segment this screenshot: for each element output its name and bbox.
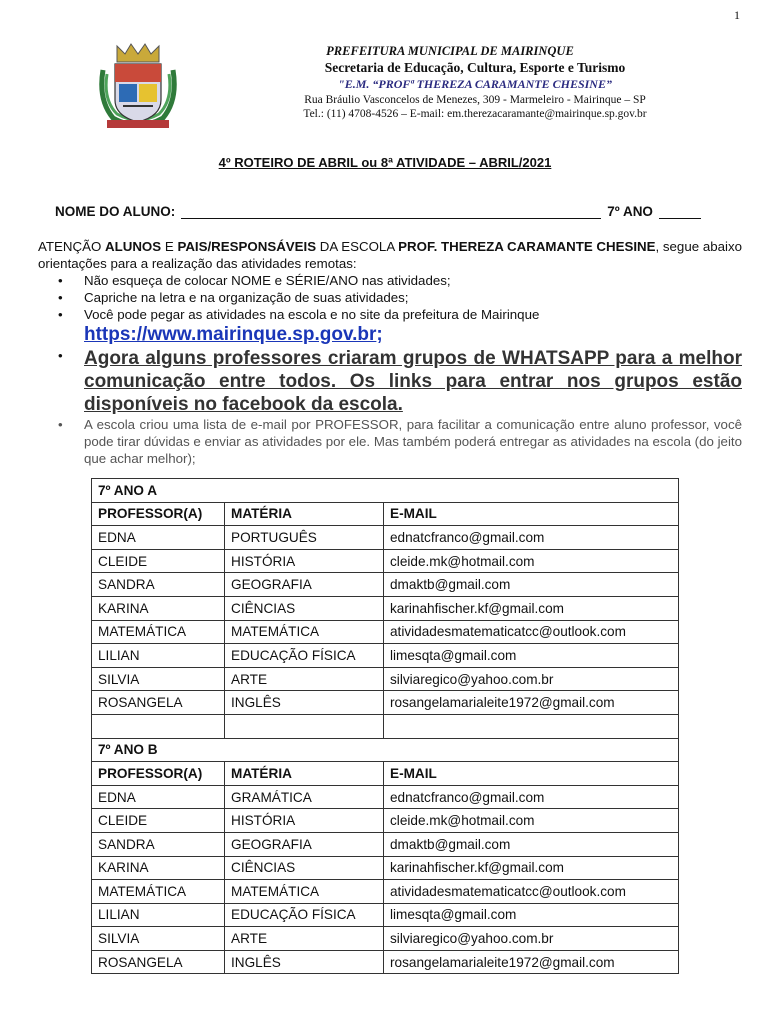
teacher-cell: ROSANGELA [92, 691, 225, 715]
list-item [38, 347, 742, 416]
intro-text-3: DA ESCOLA [316, 239, 399, 254]
table-row [92, 880, 679, 904]
teacher-cell: EDNA [92, 526, 225, 550]
whatsapp-notice: Agora alguns professores criaram grupos de WHATSAPP para a melhor comunicação entre todos. Os links para entrar nos grupos estão disponíveis no facebook da escola. [84, 348, 742, 415]
teacher-cell: MATEMÁTICA [92, 620, 225, 644]
intro-pais: PAIS/RESPONSÁVEIS [177, 239, 317, 254]
empty-cell [225, 714, 384, 738]
intro-text-4: , segue abaixo orientações para a realização das atividades remotas: [38, 239, 743, 271]
email-cell[interactable]: cleide.mk@hotmail.com [384, 809, 679, 833]
table-row [92, 667, 679, 691]
table-row [92, 785, 679, 809]
column-header: E-MAIL [384, 502, 679, 526]
table-row [92, 691, 679, 715]
instructions-list [38, 272, 742, 467]
subject-cell: INGLÊS [225, 691, 384, 715]
list-item [38, 272, 742, 289]
subject-cell: PORTUGUÊS [225, 526, 384, 550]
email-cell[interactable]: rosangelamarialeite1972@gmail.com [384, 950, 679, 974]
subject-cell: MATEMÁTICA [225, 880, 384, 904]
subject-cell: GEOGRAFIA [225, 832, 384, 856]
subject-cell: CIÊNCIAS [225, 856, 384, 880]
subject-cell: ARTE [225, 667, 384, 691]
student-name-row [55, 204, 725, 219]
subject-cell: EDUCAÇÃO FÍSICA [225, 903, 384, 927]
email-cell[interactable]: atividadesmatematicatcc@outlook.com [384, 620, 679, 644]
table-row [92, 620, 679, 644]
email-cell[interactable]: cleide.mk@hotmail.com [384, 549, 679, 573]
email-cell[interactable]: karinahfischer.kf@gmail.com [384, 856, 679, 880]
email-cell[interactable]: silviaregico@yahoo.com.br [384, 927, 679, 951]
email-cell[interactable]: ednatcfranco@gmail.com [384, 526, 679, 550]
column-header: E-MAIL [384, 762, 679, 786]
email-cell[interactable]: atividadesmatematicatcc@outlook.com [384, 880, 679, 904]
bullet-text: Não esqueça de colocar NOME e SÉRIE/ANO nas atividades; [84, 273, 451, 288]
teachers-table-7a [91, 478, 679, 974]
email-cell[interactable]: dmaktb@gmail.com [384, 832, 679, 856]
subject-cell: GEOGRAFIA [225, 573, 384, 597]
table-row [92, 596, 679, 620]
bullet-text: Você pode pegar as atividades na escola e no site da prefeitura de Mairinque [84, 307, 540, 322]
empty-cell [92, 714, 225, 738]
school-contact: Tel.: (11) 4708-4526 – E-mail: em.therezacaramante@mairinque.sp.gov.br [303, 108, 647, 120]
subject-cell: INGLÊS [225, 950, 384, 974]
column-header: MATÉRIA [225, 502, 384, 526]
teacher-cell: SILVIA [92, 927, 225, 951]
subject-cell: CIÊNCIAS [225, 596, 384, 620]
table-row [92, 903, 679, 927]
secretariat-name: Secretaria de Educação, Cultura, Esporte e Turismo [324, 60, 626, 75]
subject-cell: EDUCAÇÃO FÍSICA [225, 644, 384, 668]
teacher-cell: SILVIA [92, 667, 225, 691]
table-row [92, 950, 679, 974]
teacher-cell: KARINA [92, 856, 225, 880]
empty-cell [384, 714, 679, 738]
teacher-cell: KARINA [92, 596, 225, 620]
intro-alunos: ALUNOS [105, 239, 162, 254]
teacher-cell: ROSANGELA [92, 950, 225, 974]
school-header [270, 44, 680, 120]
student-name-label: NOME DO ALUNO: [55, 204, 176, 219]
municipal-seal-icon [93, 40, 183, 132]
subject-cell: MATEMÁTICA [225, 620, 384, 644]
link-end: ; [376, 324, 383, 345]
teacher-cell: SANDRA [92, 832, 225, 856]
school-name: "E.M. “PROFª THEREZA CARAMANTE CHESINE” [338, 77, 612, 91]
table-row [92, 856, 679, 880]
email-cell[interactable]: limesqta@gmail.com [384, 903, 679, 927]
column-header: MATÉRIA [225, 762, 384, 786]
table-row [92, 809, 679, 833]
subject-cell: HISTÓRIA [225, 549, 384, 573]
prefecture-site-link[interactable]: https://www.mairinque.sp.gov.br [84, 324, 377, 345]
email-cell[interactable]: silviaregico@yahoo.com.br [384, 667, 679, 691]
bullet-text: Capriche na letra e na organização de suas atividades; [84, 290, 409, 305]
teacher-cell: SANDRA [92, 573, 225, 597]
intro-paragraph [38, 238, 742, 272]
list-item [38, 289, 742, 306]
list-item [38, 306, 742, 347]
email-cell[interactable]: karinahfischer.kf@gmail.com [384, 596, 679, 620]
school-address: Rua Bráulio Vasconcelos de Menezes, 309 - Marmeleiro - Mairinque – SP [304, 94, 646, 106]
email-cell[interactable]: ednatcfranco@gmail.com [384, 785, 679, 809]
teacher-cell: LILIAN [92, 903, 225, 927]
teacher-cell: CLEIDE [92, 809, 225, 833]
prefecture-name: PREFEITURA MUNICIPAL DE MAIRINQUE [326, 44, 574, 58]
table-row [92, 832, 679, 856]
table-row [92, 644, 679, 668]
email-cell[interactable]: limesqta@gmail.com [384, 644, 679, 668]
student-name-blank [181, 218, 601, 219]
subject-cell: HISTÓRIA [225, 809, 384, 833]
teacher-cell: CLEIDE [92, 549, 225, 573]
grade-label: 7º ANO [607, 204, 653, 219]
list-item [38, 416, 742, 467]
column-header: PROFESSOR(A) [92, 762, 225, 786]
email-cell[interactable]: dmaktb@gmail.com [384, 573, 679, 597]
grade-blank [659, 218, 701, 219]
intro-school: PROF. THEREZA CARAMANTE CHESINE [398, 239, 656, 254]
teacher-cell: MATEMÁTICA [92, 880, 225, 904]
subject-cell: GRAMÁTICA [225, 785, 384, 809]
intro-text-2: E [161, 239, 178, 254]
teacher-cell: LILIAN [92, 644, 225, 668]
document-title: 4º ROTEIRO DE ABRIL ou 8ª ATIVIDADE – ABRIL/2021 [218, 155, 552, 170]
column-header: PROFESSOR(A) [92, 502, 225, 526]
page-number: 1 [734, 8, 740, 22]
table-row [92, 573, 679, 597]
empty-row [92, 714, 679, 738]
table-row [92, 549, 679, 573]
email-notice: A escola criou uma lista de e-mail por PROFESSOR, para facilitar a comunicação entre aluno professor, você pode tirar dúvidas e enviar as atividades por ele. Mas também poderá entregar as atividades na escola (do jeito que achar melhor); [84, 417, 742, 466]
table-row [92, 927, 679, 951]
teacher-cell: EDNA [92, 785, 225, 809]
table-row [92, 526, 679, 550]
group-label: 7º ANO B [92, 738, 679, 762]
group-label: 7º ANO A [92, 479, 679, 503]
intro-text-1: ATENÇÃO [38, 239, 105, 254]
subject-cell: ARTE [225, 927, 384, 951]
email-cell[interactable]: rosangelamarialeite1972@gmail.com [384, 691, 679, 715]
